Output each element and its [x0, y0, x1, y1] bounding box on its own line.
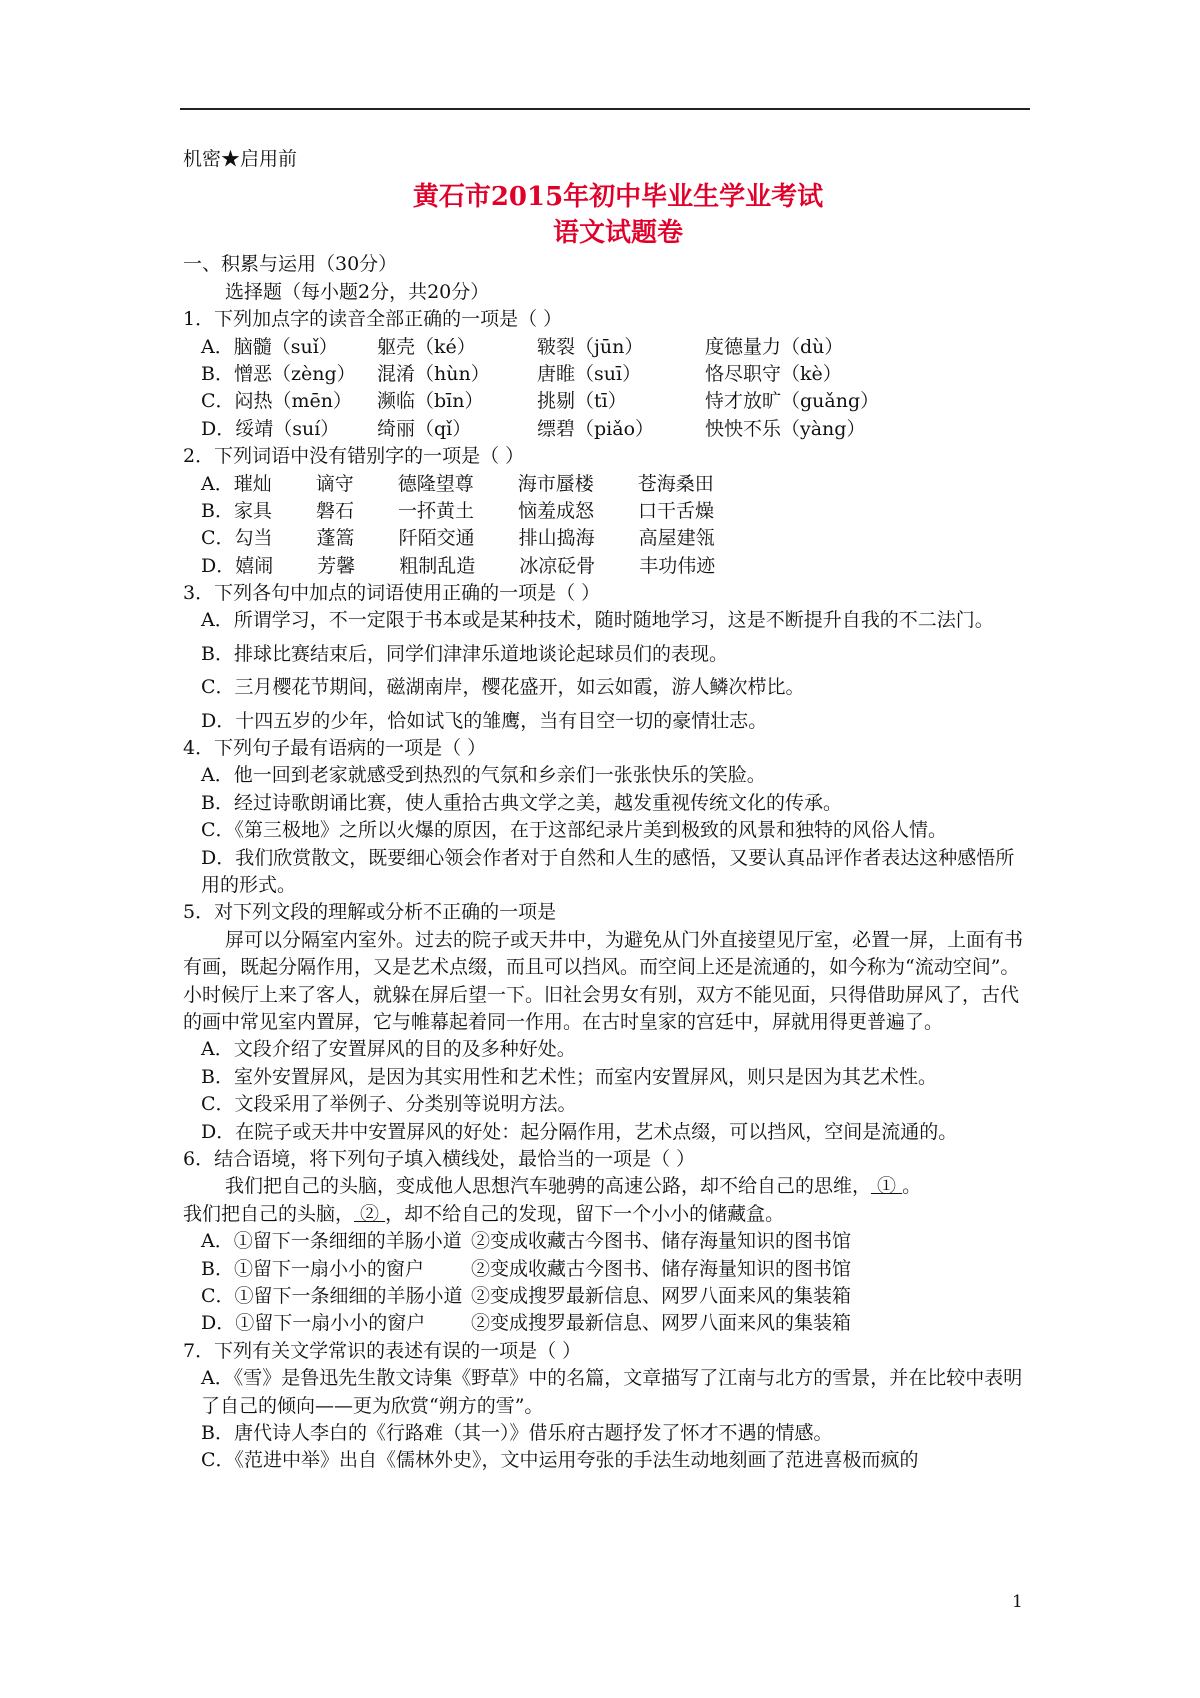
q2-cell: A．璀灿 — [201, 472, 272, 495]
q6-blank-2: ② — [354, 1202, 386, 1225]
q1-cell: 躯壳（ké） — [377, 335, 476, 358]
q2-cell: 冰凉砭骨 — [519, 554, 596, 577]
q1-cell: 恃才放旷（guǎng） — [705, 390, 880, 413]
q2-cell: 粗制乱造 — [399, 554, 476, 577]
q2-cell: 德隆望尊 — [397, 472, 474, 495]
section-subheading: 选择题（每小题2分，共20分） — [225, 280, 490, 303]
q1-stem: 1．下列加点字的读音全部正确的一项是（ ） — [183, 308, 563, 331]
q5-option-d: D．在院子或天井中安置屏风的好处：起分隔作用，艺术点缀，可以挡风，空间是流通的。 — [201, 1120, 958, 1143]
q7-option-b: B．唐代诗人李白的《行路难（其一）》借乐府古题抒发了怀才不遇的情感。 — [201, 1421, 833, 1444]
q6-option-row — [183, 1228, 1033, 1255]
q2-cell: 丰功伟迹 — [639, 554, 716, 577]
q6-cell: ②变成搜罗最新信息、网罗八面来风的集装箱 — [471, 1284, 852, 1307]
q2-cell: 口干舌燥 — [638, 499, 715, 522]
q1-cell: 怏怏不乐（yàng） — [705, 417, 866, 440]
q7-option-a: A．《雪》是鲁迅先生散文诗集《野草》中的名篇，文章描写了江南与北方的雪景，并在比较中表明了自己的倾向——更为欣赏“朔方的雪”。 — [201, 1367, 1023, 1417]
q2-cell: B．家具 — [201, 499, 272, 522]
q3-option-b: B．排球比赛结束后，同学们津津乐道地谈论起球员们的表现。 — [201, 642, 728, 665]
q3-option-a: A．所谓学习，不一定限于书本或是某种技术，随时随地学习，这是不断提升自我的不二法门。 — [201, 609, 994, 632]
exam-content — [183, 146, 1033, 1475]
q4-option-b: B．经过诗歌朗诵比赛，使人重拾古典文学之美，越发重视传统文化的传承。 — [201, 791, 842, 814]
q6-option-row — [183, 1310, 1033, 1337]
q2-cell: 芳馨 — [317, 554, 356, 577]
q2-cell: 海市蜃楼 — [517, 472, 594, 495]
q1-option-row — [183, 361, 1033, 388]
q2-option-row — [183, 553, 1033, 580]
q2-cell: 磐石 — [315, 499, 354, 522]
q4-stem: 4．下列句子最有语病的一项是（ ） — [183, 737, 487, 760]
q1-cell: D．绥靖（suí） — [201, 417, 340, 440]
exam-title: 黄石市2015年初中毕业生学业考试 — [412, 182, 824, 213]
q3-option-c: C．三月樱花节期间，磁湖南岸，樱花盛开，如云如霞，游人鳞次栉比。 — [201, 676, 805, 699]
section-heading: 一、积累与运用（30分） — [183, 253, 398, 276]
q6-cell: D．①留下一扇小小的窗户 — [201, 1312, 426, 1335]
q1-cell: 皲裂（jūn） — [537, 335, 644, 358]
secret-label: 机密★启用前 — [183, 148, 298, 170]
q1-cell: 唐睢（suī） — [537, 362, 642, 385]
q2-stem: 2．下列词语中没有错别字的一项是（ ） — [183, 445, 525, 468]
q3-stem: 3．下列各句中加点的词语使用正确的一项是（ ） — [183, 582, 601, 605]
q1-cell: 濒临（bīn） — [377, 390, 484, 413]
q6-cell: C．①留下一条细细的羊肠小道 — [201, 1284, 463, 1307]
q6-option-row — [183, 1256, 1033, 1283]
q1-cell: 混淆（hùn） — [377, 362, 490, 385]
q1-cell: 挑剔（tī） — [537, 390, 627, 413]
q2-option-row — [183, 471, 1033, 498]
q1-cell: C．闷热（mēn） — [201, 390, 353, 413]
q5-option-b: B．室外安置屏风，是因为其实用性和艺术性；而室内安置屏风，则只是因为其艺术性。 — [201, 1065, 937, 1088]
q2-cell: 排山捣海 — [518, 527, 595, 550]
q6-cell: A．①留下一条细细的羊肠小道 — [201, 1230, 462, 1253]
q4-option-c: C．《第三极地》之所以火爆的原因，在于这部纪录片美到极致的风景和独特的风俗人情。 — [201, 819, 948, 842]
q5-passage: 屏可以分隔室内室外。过去的院子或天井中，为避免从门外直接望见厅室，必置一屏，上面有书有画，既起分隔作用，又是艺术点缀，而且可以挡风。而空间上还是流通的，如今称为“流动空间”。小时候厅上来了客人，就躲在屏后望一下。旧社会男女有别，双方不能见面，只得借助屏风了，古代的画中常见室内置屏，它与帷幕起着同一作用。在古时皇家的宫廷中，屏就用得更普遍了。 — [183, 928, 1024, 1034]
q5-stem: 5．对下列文段的理解或分析不正确的一项是 — [183, 901, 557, 924]
q4-option-d: D．我们欣赏散文，既要细心领会作者对于自然和人生的感悟，又要认真品评作者表达这种感悟所用的形式。 — [201, 846, 1015, 897]
q6-cell: ②变成搜罗最新信息、网罗八面来风的集装箱 — [471, 1312, 852, 1335]
q2-cell: 高屋建瓴 — [638, 527, 715, 550]
q1-cell: 缥碧（piǎo） — [537, 417, 655, 440]
q6-passage-line2: 我们把自己的头脑， ② ，却不给自己的发现，留下一个小小的储藏盒。 — [183, 1202, 785, 1225]
q2-cell: 蓬篙 — [316, 527, 355, 550]
header-rule — [180, 108, 1030, 110]
q2-cell: 谪守 — [315, 472, 354, 495]
q2-cell: 一抔黄土 — [397, 499, 474, 522]
q2-cell: 恼羞成怒 — [518, 499, 595, 522]
q1-cell: B．憎恶（zèng） — [201, 362, 356, 385]
q6-option-row — [183, 1283, 1033, 1310]
q1-option-row — [183, 416, 1033, 443]
q2-cell: D．嬉闹 — [201, 554, 274, 577]
q1-option-row — [183, 388, 1033, 415]
q7-stem: 7．下列有关文学常识的表述有误的一项是（ ） — [183, 1339, 582, 1362]
q2-cell: 苍海桑田 — [637, 472, 714, 495]
q2-option-row — [183, 498, 1033, 525]
q2-cell: C．勾当 — [201, 527, 273, 550]
q6-cell: B．①留下一扇小小的窗户 — [201, 1257, 424, 1280]
q1-option-row — [183, 334, 1033, 361]
q4-option-a: A．他一回到老家就感受到热烈的气氛和乡亲们一张张快乐的笑脸。 — [201, 764, 766, 787]
q1-cell: 绮丽（qǐ） — [377, 417, 472, 440]
q1-cell: A．脑髓（suǐ） — [201, 335, 338, 358]
page-number: 1 — [1012, 1592, 1023, 1612]
q5-option-a: A．文段介绍了安置屏风的目的及多种好处。 — [201, 1038, 576, 1061]
q2-option-row — [183, 525, 1033, 552]
q6-passage-line1: 我们把自己的头脑，变成他人思想汽车驰骋的高速公路，却不给自己的思维， ① 。 — [225, 1175, 922, 1198]
q1-cell: 恪尽职守（kè） — [705, 362, 842, 385]
q3-option-d: D．十四五岁的少年，恰如试飞的雏鹰，当有目空一切的豪情壮志。 — [201, 709, 768, 732]
q7-option-c: C．《范进中举》出自《儒林外史》，文中运用夸张的手法生动地刻画了范进喜极而疯的 — [201, 1449, 919, 1472]
q6-cell: ②变成收藏古今图书、储存海量知识的图书馆 — [471, 1230, 852, 1253]
q6-blank-1: ① — [871, 1175, 903, 1198]
q6-cell: ②变成收藏古今图书、储存海量知识的图书馆 — [471, 1257, 852, 1280]
q1-cell: 度德量力（dù） — [705, 335, 844, 358]
q2-cell: 阡陌交通 — [398, 527, 475, 550]
q5-option-c: C．文段采用了举例子、分类别等说明方法。 — [201, 1093, 577, 1116]
q6-stem: 6．结合语境，将下列句子填入横线处，最恰当的一项是（ ） — [183, 1148, 696, 1170]
exam-subtitle: 语文试题卷 — [552, 218, 683, 249]
